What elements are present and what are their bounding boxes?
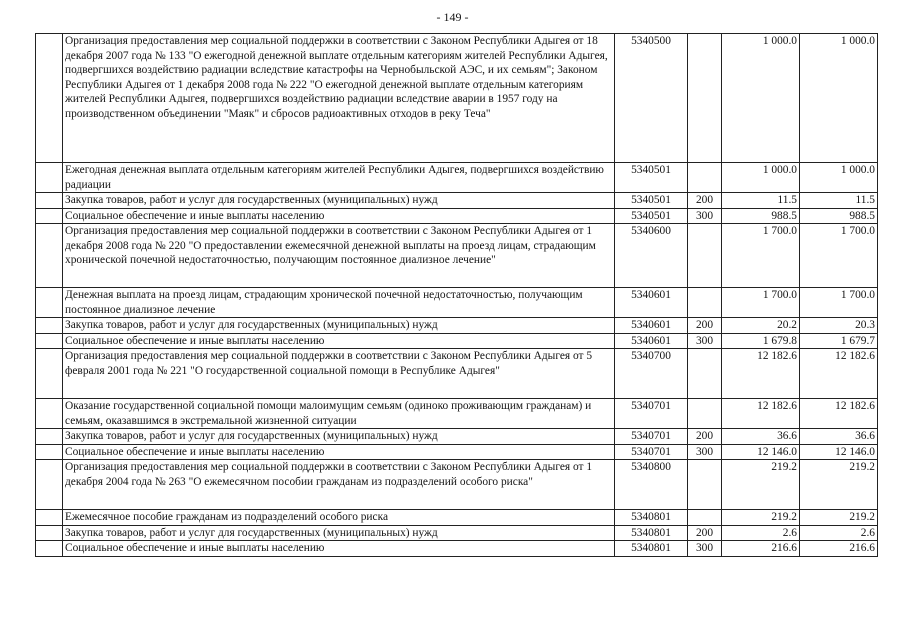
row-description: Оказание государственной социальной помощи малоимущим семьям (одиноко проживающим гражданам) и семьям, оказавшимся в экстремальной жизненной ситуации <box>63 399 615 429</box>
table-row <box>36 333 878 349</box>
row-target-code: 5340501 <box>615 208 688 224</box>
row-description: Социальное обеспечение и иные выплаты населению <box>63 444 615 460</box>
row-expense-type: 300 <box>688 444 722 460</box>
row-description: Организация предоставления мер социальной поддержки в соответствии с Законом Республики Адыгея от 18 декабря 2007 года № 133 "О ежегодной денежной выплате отдельным категориям жителей Республики Адыгея, подвергшихся воздействию радиации вследствие катастрофы на Чернобыльской АЭС, и их семьям"; Законом Республики Адыгея от 1 декабря 2008 года № 222 "О ежегодной денежной выплате отдельным категориям жителей Республики Адыгея, подвергшихся воздействию радиации вследствие аварии в 1957 году на производственном объединении "Маяк" и сбросов радиоактивных отходов в реку Теча" <box>63 34 615 163</box>
row-amount-1: 12 182.6 <box>722 399 800 429</box>
row-amount-2: 12 146.0 <box>800 444 878 460</box>
row-amount-1: 20.2 <box>722 318 800 334</box>
table-row <box>36 193 878 209</box>
row-amount-2: 1 700.0 <box>800 224 878 288</box>
row-target-code: 5340501 <box>615 163 688 193</box>
row-target-code: 5340601 <box>615 333 688 349</box>
row-amount-1: 11.5 <box>722 193 800 209</box>
row-index-cell <box>36 163 63 193</box>
row-index-cell <box>36 541 63 557</box>
table-row <box>36 525 878 541</box>
row-amount-1: 219.2 <box>722 510 800 526</box>
row-expense-type <box>688 510 722 526</box>
table-row <box>36 34 878 163</box>
row-index-cell <box>36 525 63 541</box>
row-amount-1: 1 679.8 <box>722 333 800 349</box>
row-target-code: 5340600 <box>615 224 688 288</box>
row-amount-2: 1 000.0 <box>800 163 878 193</box>
row-target-code: 5340801 <box>615 541 688 557</box>
row-index-cell <box>36 208 63 224</box>
table-row <box>36 163 878 193</box>
row-expense-type: 200 <box>688 525 722 541</box>
row-index-cell <box>36 34 63 163</box>
row-index-cell <box>36 224 63 288</box>
row-amount-1: 12 182.6 <box>722 349 800 399</box>
row-amount-1: 1 700.0 <box>722 288 800 318</box>
table-row <box>36 208 878 224</box>
row-amount-2: 2.6 <box>800 525 878 541</box>
row-amount-1: 988.5 <box>722 208 800 224</box>
row-amount-1: 2.6 <box>722 525 800 541</box>
row-expense-type: 200 <box>688 429 722 445</box>
row-index-cell <box>36 429 63 445</box>
row-expense-type <box>688 399 722 429</box>
row-target-code: 5340501 <box>615 193 688 209</box>
row-amount-2: 1 679.7 <box>800 333 878 349</box>
row-description: Закупка товаров, работ и услуг для государственных (муниципальных) нужд <box>63 429 615 445</box>
row-index-cell <box>36 193 63 209</box>
row-index-cell <box>36 444 63 460</box>
row-amount-2: 20.3 <box>800 318 878 334</box>
row-target-code: 5340801 <box>615 510 688 526</box>
row-description: Социальное обеспечение и иные выплаты населению <box>63 208 615 224</box>
table-row <box>36 460 878 510</box>
row-description: Социальное обеспечение и иные выплаты населению <box>63 541 615 557</box>
row-amount-2: 11.5 <box>800 193 878 209</box>
row-index-cell <box>36 399 63 429</box>
row-expense-type: 200 <box>688 318 722 334</box>
row-amount-2: 12 182.6 <box>800 399 878 429</box>
row-description: Закупка товаров, работ и услуг для государственных (муниципальных) нужд <box>63 318 615 334</box>
row-amount-2: 1 700.0 <box>800 288 878 318</box>
row-index-cell <box>36 349 63 399</box>
budget-table <box>35 33 878 557</box>
table-row <box>36 349 878 399</box>
row-description: Денежная выплата на проезд лицам, страдающим хронической почечной недостаточностью, получающим постоянное диализное лечение <box>63 288 615 318</box>
row-description: Организация предоставления мер социальной поддержки в соответствии с Законом Республики Адыгея от 1 декабря 2004 года № 263 "О ежемесячном пособии гражданам из подразделений особого риска" <box>63 460 615 510</box>
table-row <box>36 429 878 445</box>
row-expense-type: 200 <box>688 193 722 209</box>
row-expense-type <box>688 460 722 510</box>
row-description: Организация предоставления мер социальной поддержки в соответствии с Законом Республики Адыгея от 5 февраля 2001 года № 221 "О государственной социальной помощи в Республике Адыгея" <box>63 349 615 399</box>
row-amount-1: 216.6 <box>722 541 800 557</box>
row-amount-2: 988.5 <box>800 208 878 224</box>
row-amount-2: 219.2 <box>800 460 878 510</box>
row-amount-1: 12 146.0 <box>722 444 800 460</box>
table-row <box>36 288 878 318</box>
row-description: Закупка товаров, работ и услуг для государственных (муниципальных) нужд <box>63 525 615 541</box>
row-index-cell <box>36 460 63 510</box>
row-amount-1: 219.2 <box>722 460 800 510</box>
row-target-code: 5340700 <box>615 349 688 399</box>
table-row <box>36 224 878 288</box>
table-row <box>36 510 878 526</box>
table-row <box>36 318 878 334</box>
row-amount-1: 1 000.0 <box>722 34 800 163</box>
row-amount-2: 1 000.0 <box>800 34 878 163</box>
row-target-code: 5340701 <box>615 444 688 460</box>
row-expense-type: 300 <box>688 333 722 349</box>
row-description: Закупка товаров, работ и услуг для государственных (муниципальных) нужд <box>63 193 615 209</box>
row-expense-type <box>688 349 722 399</box>
row-expense-type: 300 <box>688 541 722 557</box>
row-index-cell <box>36 333 63 349</box>
row-description: Организация предоставления мер социальной поддержки в соответствии с Законом Республики Адыгея от 1 декабря 2008 года № 220 "О предоставлении ежемесячной денежной выплаты на проезд лицам, страдающим хронической почечной недостаточностью, получающим постоянное диализное лечение" <box>63 224 615 288</box>
table-row <box>36 541 878 557</box>
row-index-cell <box>36 510 63 526</box>
table-row <box>36 444 878 460</box>
row-index-cell <box>36 318 63 334</box>
row-target-code: 5340801 <box>615 525 688 541</box>
row-amount-1: 1 700.0 <box>722 224 800 288</box>
row-target-code: 5340800 <box>615 460 688 510</box>
row-target-code: 5340500 <box>615 34 688 163</box>
row-amount-2: 219.2 <box>800 510 878 526</box>
row-expense-type <box>688 163 722 193</box>
row-description: Ежемесячное пособие гражданам из подразделений особого риска <box>63 510 615 526</box>
row-index-cell <box>36 288 63 318</box>
page-number: - 149 - <box>436 10 469 24</box>
row-target-code: 5340601 <box>615 318 688 334</box>
row-amount-1: 36.6 <box>722 429 800 445</box>
row-amount-2: 12 182.6 <box>800 349 878 399</box>
row-amount-2: 36.6 <box>800 429 878 445</box>
table-body <box>36 34 878 557</box>
row-description: Социальное обеспечение и иные выплаты населению <box>63 333 615 349</box>
row-amount-1: 1 000.0 <box>722 163 800 193</box>
row-target-code: 5340701 <box>615 399 688 429</box>
row-expense-type <box>688 288 722 318</box>
row-expense-type <box>688 224 722 288</box>
row-amount-2: 216.6 <box>800 541 878 557</box>
row-expense-type <box>688 34 722 163</box>
table-row <box>36 399 878 429</box>
row-description: Ежегодная денежная выплата отдельным категориям жителей Республики Адыгея, подвергшихся воздействию радиации <box>63 163 615 193</box>
row-target-code: 5340701 <box>615 429 688 445</box>
row-expense-type: 300 <box>688 208 722 224</box>
row-target-code: 5340601 <box>615 288 688 318</box>
